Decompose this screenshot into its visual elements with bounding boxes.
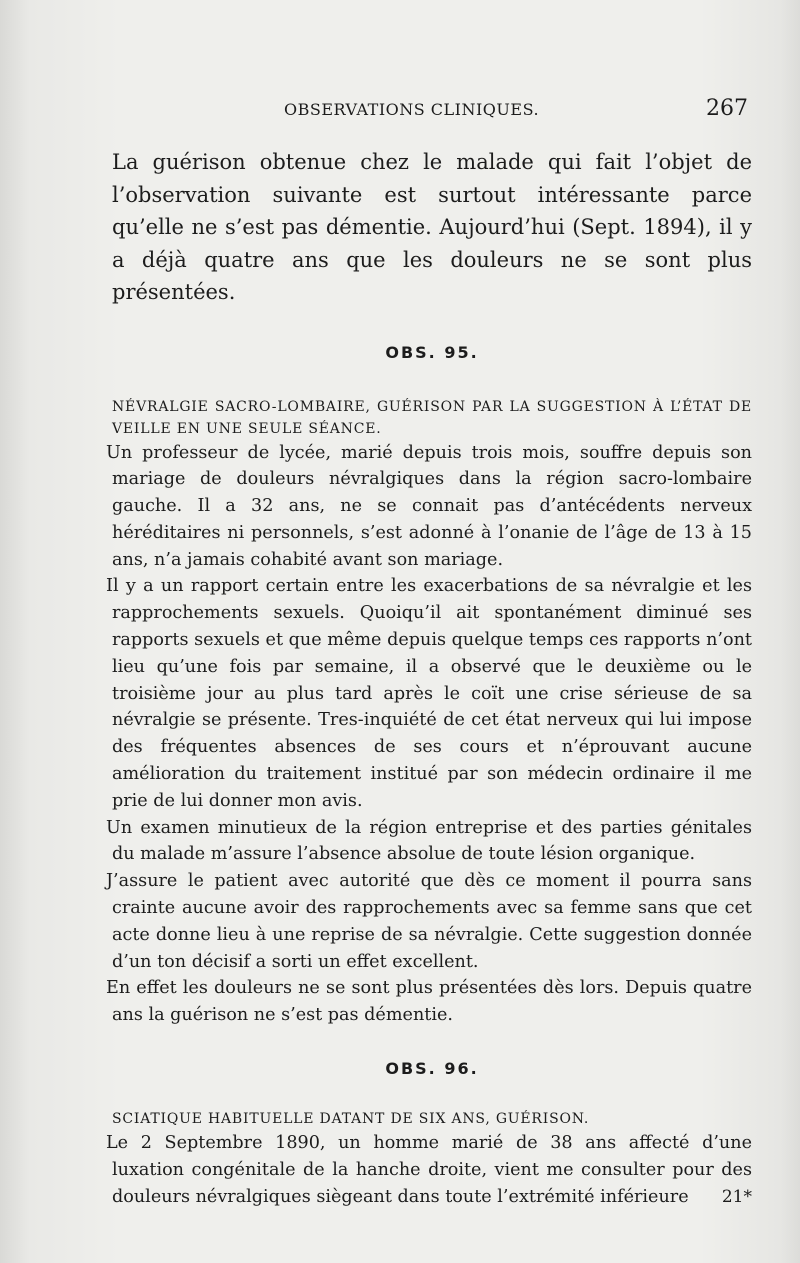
running-head: OBSERVATIONS CLINIQUES.: [284, 100, 540, 119]
page-body: [106, 146, 752, 1210]
obs-95-paragraph: Un professeur de lycée, marié depuis trois mois, souffre depuis son mariage de douleurs névralgiques dans la région sacro-lombaire gauche. Il a 32 ans, ne se connait pas d’antécédents nerveux héréditaires ni personnels, s’est adonné à l’onanie de l’âge de 13 à 15 ans, n’a jamais cohabité avant son mariage.: [106, 442, 752, 570]
intro-paragraph: La guérison obtenue chez le malade qui fait l’objet de l’observation suivante est surtout intéressante parce qu’elle ne s’est pas démentie. Aujourd’hui (Sept. 1894), il y a déjà quatre ans que les douleurs ne se sont plus présentées.: [112, 150, 752, 304]
obs-95-paragraph: Il y a un rapport certain entre les exacerbations de sa névralgie et les rapprochements sexuels. Quoiqu’il ait spontanément diminué ses rapports sexuels et que même depuis quelque temps ces rapports n’ont lieu qu’une fois par semaine, il a observé que le deuxième ou le troisième jour au plus tard après le coït une crise sérieuse de sa névralgie se présente. Tres-inquiété de cet état nerveux qui lui impose des fréquentes absences de ses cours et n’éprouvant aucune amélioration du traitement institué par son médecin ordinaire il me prie de lui donner mon avis.: [106, 576, 752, 811]
obs-96-paragraph: Le 2 Septembre 1890, un homme marié de 38 ans affecté d’une luxation congénitale de la hanche droite, vient me consulter pour des douleurs névralgiques siègeant dans toute l’extrémité inférieure: [106, 1133, 752, 1207]
obs-95-title: OBS. 95.: [385, 342, 479, 362]
page-number: 267: [706, 96, 748, 121]
signature-mark: 21*: [721, 1187, 752, 1207]
obs-95-paragraph: J’assure le patient avec autorité que dès ce moment il pourra sans crainte aucune avoir des rapprochements avec sa femme sans que cet acte donne lieu à une reprise de sa névralgie. Cette suggestion donnée d’un ton décisif a sorti un effet excellent.: [106, 871, 752, 972]
obs-95-paragraph: Un examen minutieux de la région entreprise et des parties génitales du malade m’assure l’absence absolue de toute lésion organique.: [106, 817, 752, 865]
obs-95-heading: NÉVRALGIE SACRO-LOMBAIRE, GUÉRISON PAR LA SUGGESTION À L’ÉTAT DE VEILLE EN UNE SEULE SÉANCE.: [112, 398, 752, 437]
obs-96-heading: SCIATIQUE HABITUELLE DATANT DE SIX ANS, GUÉRISON.: [112, 1111, 590, 1128]
page-header: [108, 98, 754, 128]
obs-95-paragraph: En effet les douleurs ne se sont plus présentées dès lors. Depuis quatre ans la guérison ne s’est pas démentie.: [106, 978, 752, 1026]
obs-96-title: OBS. 96.: [385, 1059, 479, 1079]
